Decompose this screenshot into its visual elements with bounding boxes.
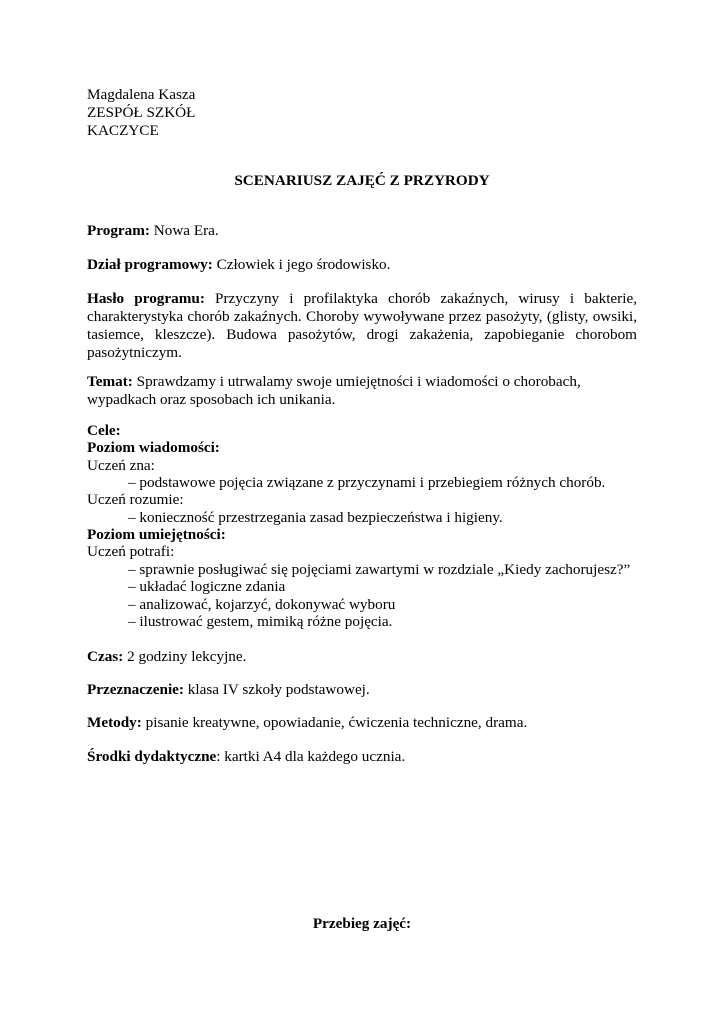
program-value: Nowa Era. — [149, 222, 219, 239]
document-title: SCENARIUSZ ZAJĘĆ Z PRZYRODY — [234, 172, 490, 189]
temat-value: Sprawdzamy i utrwalamy swoje umiejętności i wiadomości o chorobach, wypadkach oraz sposobach ich unikania. — [87, 373, 581, 408]
temat-label: Temat: — [87, 373, 133, 390]
dzial-line — [87, 256, 390, 274]
przeznaczenie-value: klasa IV szkoły podstawowej. — [183, 681, 370, 698]
haslo-value: Przyczyny i profilaktyka chorób zakaźnych, wirusy i bakterie, charakterystyka chorób zakaźnych. Choroby wywoływane przez pasożyty, (glisty, owsiki, tasiemce, kleszcze). Budowa pasożytów, drogi zakażenia, zapobieganie chorobom pasożytniczym. — [87, 290, 637, 361]
umiejetnosci-heading: Poziom umiejętności: — [87, 526, 226, 543]
czas-line — [87, 648, 246, 666]
author-name: Magdalena Kasza — [87, 86, 196, 103]
czas-label: Czas: — [87, 648, 124, 665]
author-school: ZESPÓŁ SZKÓŁ — [87, 104, 196, 121]
program-line — [87, 222, 219, 240]
czas-value: 2 godziny lekcyjne. — [123, 648, 247, 665]
zna-label: Uczeń zna: — [87, 457, 155, 474]
author-city: KACZYCE — [87, 122, 159, 139]
metody-value: pisanie kreatywne, opowiadanie, ćwiczenia techniczne, drama. — [141, 714, 528, 731]
haslo-paragraph — [87, 290, 637, 362]
srodki-label: Środki dydaktyczne — [87, 748, 217, 765]
srodki-value: : kartki A4 dla każdego ucznia. — [216, 748, 406, 765]
srodki-line — [87, 748, 405, 766]
wiadomosci-heading: Poziom wiadomości: — [87, 439, 220, 456]
cele-heading: Cele: — [87, 422, 121, 439]
przeznaczenie-line — [87, 681, 370, 699]
dzial-value: Człowiek i jego środowisko. — [212, 256, 391, 273]
przebieg-heading: Przebieg zajęć: — [312, 915, 412, 932]
potrafi-item: – analizować, kojarzyć, dokonywać wyboru — [128, 596, 396, 613]
dzial-label: Dział programowy: — [87, 256, 213, 273]
temat-paragraph — [87, 373, 637, 409]
potrafi-item: – ilustrować gestem, mimiką różne pojęcia. — [128, 613, 393, 630]
zna-item: – podstawowe pojęcia związane z przyczynami i przebiegiem różnych chorób. — [128, 474, 606, 491]
rozumie-label: Uczeń rozumie: — [87, 491, 184, 508]
metody-label: Metody: — [87, 714, 142, 731]
potrafi-item: – układać logiczne zdania — [128, 578, 286, 595]
haslo-label: Hasło programu: — [87, 290, 205, 307]
rozumie-item: – konieczność przestrzegania zasad bezpieczeństwa i higieny. — [128, 509, 503, 526]
metody-line — [87, 714, 527, 732]
przeznaczenie-label: Przeznaczenie: — [87, 681, 184, 698]
program-label: Program: — [87, 222, 150, 239]
potrafi-item: – sprawnie posługiwać się pojęciami zawartymi w rozdziale „Kiedy zachorujesz?” — [128, 561, 631, 578]
potrafi-label: Uczeń potrafi: — [87, 543, 175, 560]
